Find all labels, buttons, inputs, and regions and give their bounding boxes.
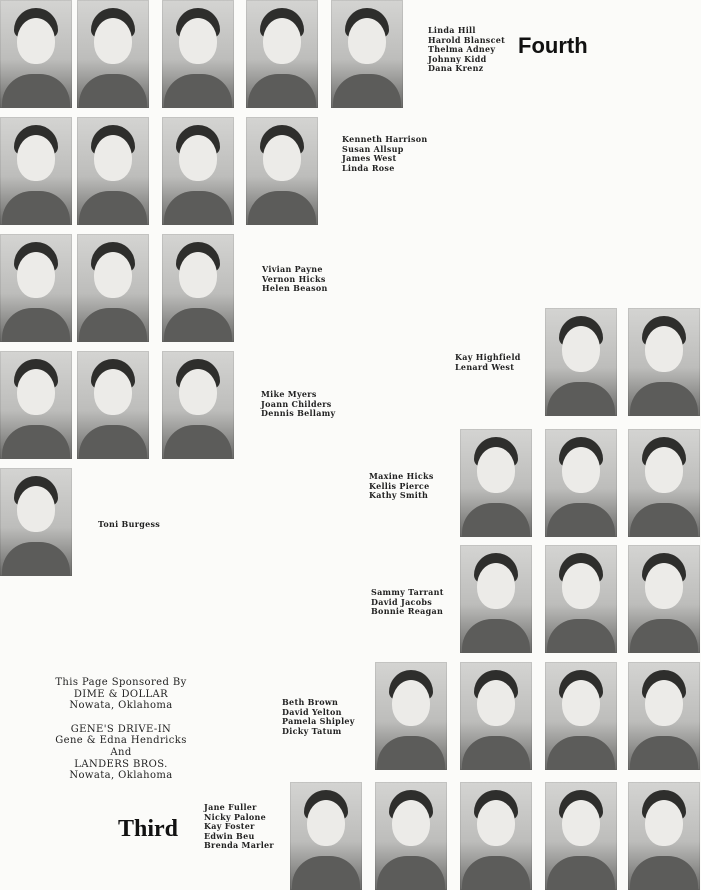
name-caption [428,26,505,74]
student-name: David Yelton [282,706,342,717]
sponsor-line: Gene & Edna Hendricks [55,735,187,747]
student-name: Vivian Payne [262,264,323,274]
student-name: Susan Allsup [342,143,404,154]
student-name: Brenda Marler [204,840,274,851]
student-name: Linda Rose [342,162,395,173]
student-name: Beth Brown [282,697,339,707]
student-name: Kay Foster [204,821,255,832]
student-photo [545,662,617,770]
student-name: Kenneth Harrison [342,134,428,144]
student-photo [375,782,447,890]
name-caption [204,803,274,851]
student-photo [460,782,532,890]
student-photo [162,234,234,342]
student-name: Dennis Bellamy [261,408,336,419]
student-photo [545,429,617,537]
student-name: Harold Blanscet [428,34,506,45]
student-name: Bonnie Reagan [371,606,444,617]
student-photo [0,234,72,342]
student-name: Dana Krenz [428,63,484,74]
sponsor-block [40,677,202,782]
student-name: Sammy Tarrant [371,587,444,597]
name-caption [98,520,160,530]
student-name: Helen Beason [262,283,328,294]
student-photo [331,0,403,108]
student-photo [77,117,149,225]
sponsor-line: LANDERS BROS. [74,758,168,770]
student-name: Joann Childers [261,398,332,409]
student-photo [375,662,447,770]
student-name: Kathy Smith [369,490,429,501]
name-caption [261,390,335,419]
student-name: Edwin Beu [204,830,255,841]
student-name: Vernon Hicks [262,273,326,284]
student-photo [162,117,234,225]
student-photo [162,351,234,459]
student-photo [460,662,532,770]
sponsor-line: And [110,746,132,758]
name-caption [455,353,521,372]
name-caption [282,698,355,736]
student-photo [0,117,72,225]
student-photo [0,468,72,576]
student-photo [0,351,72,459]
student-name: James West [342,153,397,164]
student-name: Toni Burgess [98,519,161,529]
student-photo [545,308,617,416]
student-photo [77,351,149,459]
grade-heading-third: Third [118,816,179,842]
sponsor-line: Nowata, Oklahoma [69,770,173,782]
student-name: Mike Myers [261,389,317,399]
student-photo [290,782,362,890]
sponsor-line: Nowata, Oklahoma [69,700,173,712]
student-photo [628,429,700,537]
name-caption [371,588,444,617]
student-name: Kay Highfield [455,352,521,362]
student-photo [628,782,700,890]
sponsor-line: This Page Sponsored By [55,677,187,688]
student-name: Dicky Tatum [282,725,342,736]
student-photo [162,0,234,108]
sponsor-line: DIME & DOLLAR [73,688,169,700]
student-name: Maxine Hicks [369,471,434,481]
student-name: Linda Hill [428,25,476,35]
student-photo [246,117,318,225]
student-photo [628,545,700,653]
student-photo [246,0,318,108]
student-photo [77,234,149,342]
student-name: Thelma Adney [428,44,496,55]
grade-heading-fourth: Fourth [518,33,588,58]
name-caption [262,265,328,294]
student-photo [628,308,700,416]
name-caption [342,135,428,173]
student-name: David Jacobs [371,596,433,607]
student-name: Lenard West [455,361,515,372]
student-photo [545,545,617,653]
student-name: Pamela Shipley [282,716,355,727]
student-photo [460,545,532,653]
student-name: Kellis Pierce [369,480,430,491]
student-photo [77,0,149,108]
name-caption [369,472,434,501]
student-name: Johnny Kidd [428,53,487,64]
student-photo [460,429,532,537]
student-name: Nicky Palone [204,811,267,822]
sponsor-line: GENE'S DRIVE-IN [70,723,172,735]
student-name: Jane Fuller [204,802,257,812]
student-photo [628,662,700,770]
student-photo [545,782,617,890]
student-photo [0,0,72,108]
